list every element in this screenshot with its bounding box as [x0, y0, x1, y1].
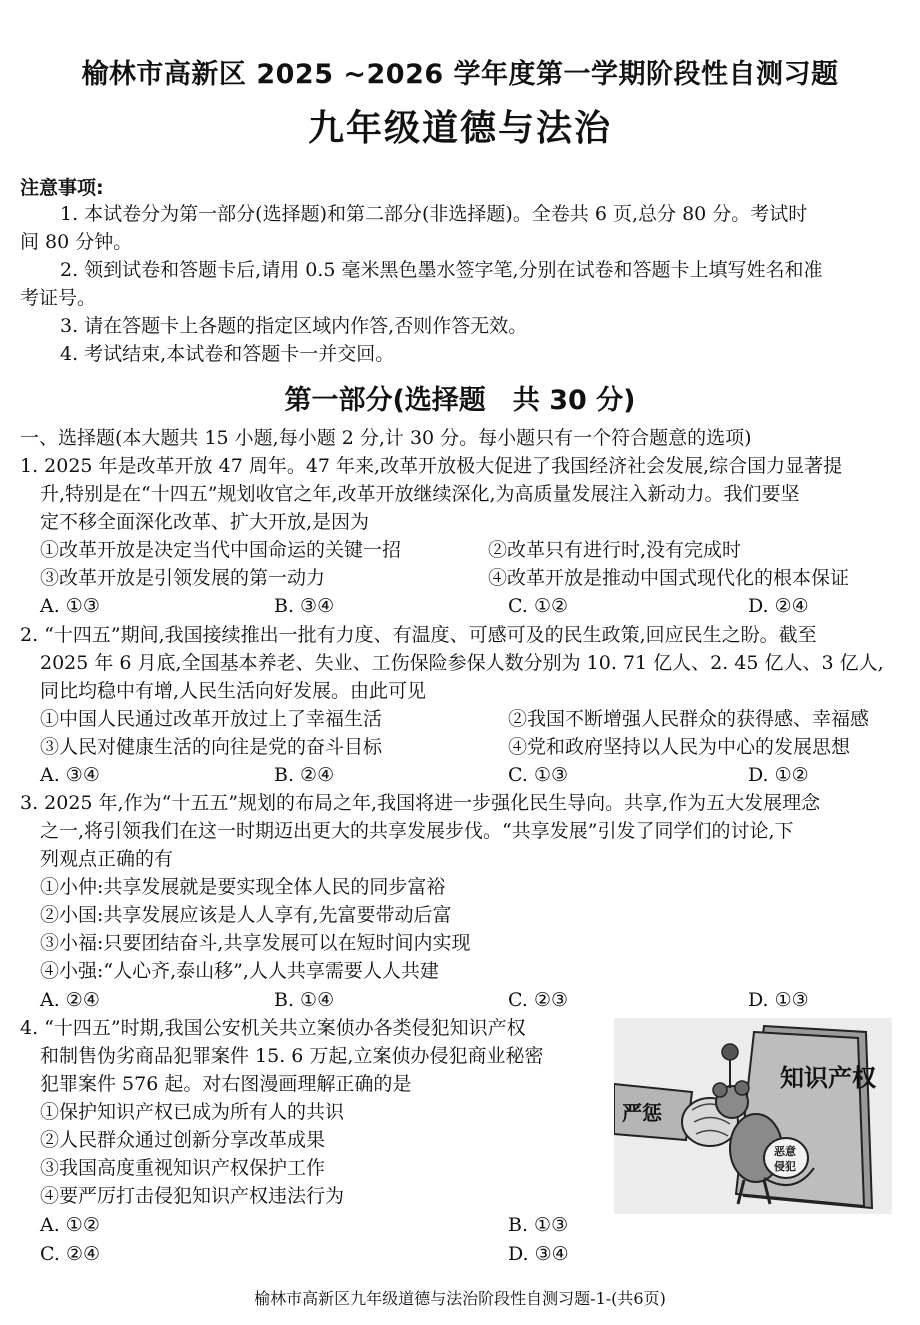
question-stem: 定不移全面深化改革、扩大开放,是因为: [40, 511, 370, 533]
notice-line: 间 80 分钟。: [20, 231, 133, 253]
option-c: C. ②④: [40, 1243, 101, 1265]
statement: ①中国人民通过改革开放过上了幸福生活: [40, 708, 383, 730]
option-c: C. ②③: [508, 989, 569, 1011]
question-stem: 之一,将引领我们在这一时期迈出更大的共享发展步伐。“共享发展”引发了同学们的讨论,下: [40, 820, 794, 842]
option-b: B. ③④: [274, 595, 335, 617]
statement: ②改革只有进行时,没有完成时: [488, 539, 742, 561]
statement: ③我国高度重视知识产权保护工作: [40, 1157, 326, 1179]
statement: ②我国不断增强人民群众的获得感、幸福感: [508, 708, 870, 730]
book-label: 知识产权: [780, 1064, 876, 1092]
statement: ①保护知识产权已成为所有人的共识: [40, 1101, 345, 1123]
option-a: A. ①③: [40, 595, 100, 617]
statement: ②小国:共享发展应该是人人享有,先富要带动后富: [40, 904, 452, 926]
option-b: B. ②④: [274, 764, 335, 786]
statement: ③小福:只要团结奋斗,共享发展可以在短时间内实现: [40, 932, 471, 954]
question-stem: 同比均稳中有增,人民生活向好发展。由此可见: [40, 680, 427, 702]
notice-heading: 注意事项:: [20, 177, 104, 199]
section-title: 第一部分(选择题 共 30 分): [284, 385, 636, 416]
question-stem: 2. “十四五”期间,我国接续推出一批有力度、有温度、可感可及的民生政策,回应民生之盼。截至: [20, 624, 817, 646]
question-stem: 3. 2025 年,作为“十五五”规划的布局之年,我国将进一步强化民生导向。共享,作为五大发展理念: [20, 792, 821, 814]
option-c: C. ①②: [508, 595, 569, 617]
option-a: A. ①②: [40, 1214, 100, 1236]
cartoon-illustration: [614, 1018, 892, 1214]
exam-title: 榆林市高新区 2025 ~2026 学年度第一学期阶段性自测习题: [81, 59, 839, 90]
option-d: D. ②④: [748, 595, 809, 617]
rat-label-1: 恶意: [774, 1145, 796, 1158]
question-stem: 升,特别是在“十四五”规划收官之年,改革开放继续深化,为高质量发展注入新动力。我们要坚: [40, 483, 800, 505]
notice-line: 3. 请在答题卡上各题的指定区域内作答,否则作答无效。: [60, 315, 528, 337]
notice-line: 4. 考试结束,本试卷和答题卡一并交回。: [60, 343, 395, 365]
option-b: B. ①③: [508, 1214, 569, 1236]
statement: ③改革开放是引领发展的第一动力: [40, 567, 326, 589]
option-a: A. ②④: [40, 989, 100, 1011]
statement: ①改革开放是决定当代中国命运的关键一招: [40, 539, 402, 561]
question-stem: 和制售伪劣商品犯罪案件 15. 6 万起,立案侦办侵犯商业秘密: [40, 1045, 544, 1067]
statement: ③人民对健康生活的向往是党的奋斗目标: [40, 736, 383, 758]
notice-line: 2. 领到试卷和答题卡后,请用 0.5 毫米黑色墨水签字笔,分别在试卷和答题卡上填写姓名和准: [60, 259, 823, 281]
question-stem: 2025 年 6 月底,全国基本养老、失业、工伤保险参保人数分别为 10. 71 亿人、2. 45 亿人、3 亿人,: [40, 652, 884, 674]
option-b: B. ①④: [274, 989, 335, 1011]
notice-line: 考证号。: [20, 287, 97, 309]
option-a: A. ③④: [40, 764, 100, 786]
question-stem: 列观点正确的有: [40, 848, 174, 870]
question-stem: 4. “十四五”时期,我国公安机关共立案侦办各类侵犯知识产权: [20, 1017, 526, 1039]
statement: ②人民群众通过创新分享改革成果: [40, 1129, 326, 1151]
statement: ①小仲:共享发展就是要实现全体人民的同步富裕: [40, 876, 446, 898]
notice-line: 1. 本试卷分为第一部分(选择题)和第二部分(非选择题)。全卷共 6 页,总分 80 分。考试时: [60, 203, 808, 225]
section-instruction: 一、选择题(本大题共 15 小题,每小题 2 分,计 30 分。每小题只有一个符合题意的选项): [20, 427, 752, 449]
statement: ④改革开放是推动中国式现代化的根本保证: [488, 567, 850, 589]
statement: ④小强:“人心齐,泰山移”,人人共享需要人人共建: [40, 960, 439, 982]
rat-label-2: 侵犯: [774, 1160, 796, 1173]
option-c: C. ①③: [508, 764, 569, 786]
fist-label: 严惩: [622, 1101, 662, 1125]
question-stem: 1. 2025 年是改革开放 47 周年。47 年来,改革开放极大促进了我国经济社会发展,综合国力显著提: [20, 455, 843, 477]
question-stem: 犯罪案件 576 起。对右图漫画理解正确的是: [40, 1073, 412, 1095]
option-d: D. ③④: [508, 1243, 569, 1265]
option-d: D. ①②: [748, 764, 809, 786]
statement: ④要严厉打击侵犯知识产权违法行为: [40, 1185, 345, 1207]
option-d: D. ①③: [748, 989, 809, 1011]
statement: ④党和政府坚持以人民为中心的发展思想: [508, 736, 851, 758]
page-footer: 榆林市高新区九年级道德与法治阶段性自测习题-1-(共6页): [254, 1289, 666, 1308]
subject-title: 九年级道德与法治: [307, 108, 612, 149]
